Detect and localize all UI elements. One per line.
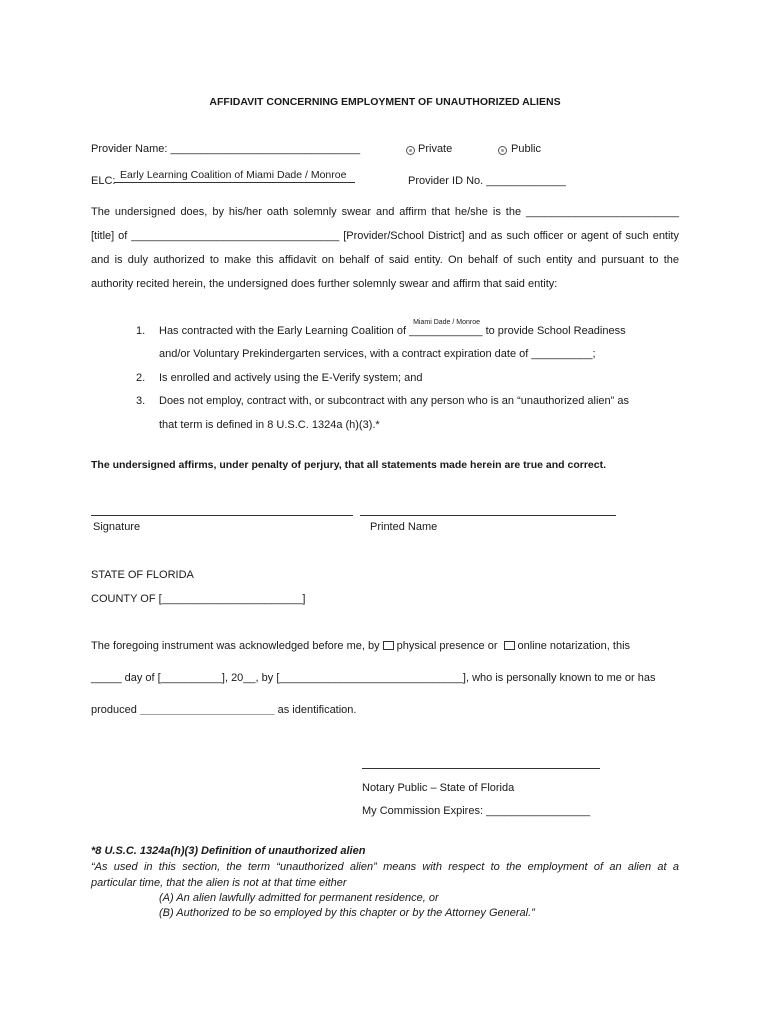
oath-line-4: authority recited herein, the undersigned does further solemnly swear and affirm that said entity: [91, 278, 558, 290]
private-radio[interactable] [406, 146, 415, 155]
online-notarization-checkbox[interactable] [504, 641, 515, 650]
item-1-line-1 [159, 319, 626, 337]
coalition-field[interactable] [409, 319, 483, 337]
coalition-value: Miami Dade / Monroe [413, 319, 481, 326]
footnote-line-1: “As used in this section, the term “unauthorized alien” means with respect to the employment of an alien at a [91, 861, 679, 873]
signature-label: Signature [93, 521, 141, 533]
footnote-item-a: (A) An alien lawfully admitted for permanent residence, or [159, 892, 439, 904]
identification-field[interactable]: ______________________ [139, 704, 275, 716]
footnote-title: *8 U.S.C. 1324a(h)(3) Definition of unauthorized alien [91, 845, 366, 857]
commission-expires-field[interactable]: My Commission Expires: _________________ [362, 805, 591, 817]
item-1-suffix: to provide School Readiness [485, 325, 626, 337]
printed-name-line[interactable] [360, 515, 616, 516]
elc-field[interactable] [114, 169, 355, 183]
item-3-line-1: Does not employ, contract with, or subcontract with any person who is an “unauthorized alien” as [159, 395, 629, 407]
document-title: AFFIDAVIT CONCERNING EMPLOYMENT OF UNAUTHORIZED ALIENS [209, 96, 561, 108]
item-3-number: 3. [136, 395, 146, 407]
oath-line-3: and is duly authorized to make this affidavit on behalf of said entity. On behalf of such entity and pursuant to the [91, 254, 679, 266]
elc-value: Early Learning Coalition of Miami Dade / Monroe [120, 169, 347, 181]
oath-line-1: The undersigned does, by his/her oath solemnly swear and affirm that he/she is the _________________________ [91, 206, 679, 218]
produced-line [91, 704, 356, 716]
footnote-line-2: particular time, that the alien is not at that time either [91, 877, 347, 889]
produced-suffix: as identification. [277, 704, 357, 716]
public-label: Public [511, 143, 541, 155]
notary-public-label: Notary Public – State of Florida [362, 782, 515, 794]
acknowledgement-line-2[interactable]: _____ day of [__________], 20__, by [______________________________], who is personally known to me or has [91, 672, 656, 684]
provider-name-field[interactable]: Provider Name: _______________________________ [91, 143, 361, 155]
county-field[interactable]: COUNTY OF [_______________________] [91, 593, 306, 605]
physical-presence-label: physical presence or [396, 640, 498, 652]
physical-presence-checkbox[interactable] [383, 641, 394, 650]
oath-line-2: [title] of __________________________________ [Provider/School District] and as such officer or agent of such entity [91, 230, 679, 242]
item-1-line-2: and/or Voluntary Prekindergarten services, with a contract expiration date of __________; [159, 348, 596, 360]
item-1-prefix: Has contracted with the Early Learning Coalition of [159, 325, 407, 337]
online-notarization-label: online notarization, this [517, 640, 631, 652]
footnote-item-b: (B) Authorized to be so employed by this chapter or by the Attorney General.” [159, 907, 535, 919]
coalition-blank: ____________ [409, 325, 483, 337]
public-radio[interactable] [498, 146, 507, 155]
item-1-number: 1. [136, 325, 146, 337]
item-2-number: 2. [136, 372, 146, 384]
ack-prefix: The foregoing instrument was acknowledged before me, by [91, 640, 380, 652]
item-2-text: Is enrolled and actively using the E-Verify system; and [159, 372, 423, 384]
signature-line[interactable] [91, 515, 353, 516]
elc-label: ELC: [91, 175, 116, 187]
private-label: Private [418, 143, 453, 155]
notary-signature-line[interactable] [362, 768, 600, 769]
produced-prefix: produced [91, 704, 137, 716]
acknowledgement-line-1 [91, 640, 630, 652]
item-3-line-2: that term is defined in 8 U.S.C. 1324a (h)(3).* [159, 419, 380, 431]
provider-id-field[interactable]: Provider ID No. _____________ [408, 175, 566, 187]
state-label: STATE OF FLORIDA [91, 569, 194, 581]
affirmation-statement: The undersigned affirms, under penalty of perjury, that all statements made herein are true and correct. [91, 459, 607, 471]
printed-name-label: Printed Name [370, 521, 438, 533]
